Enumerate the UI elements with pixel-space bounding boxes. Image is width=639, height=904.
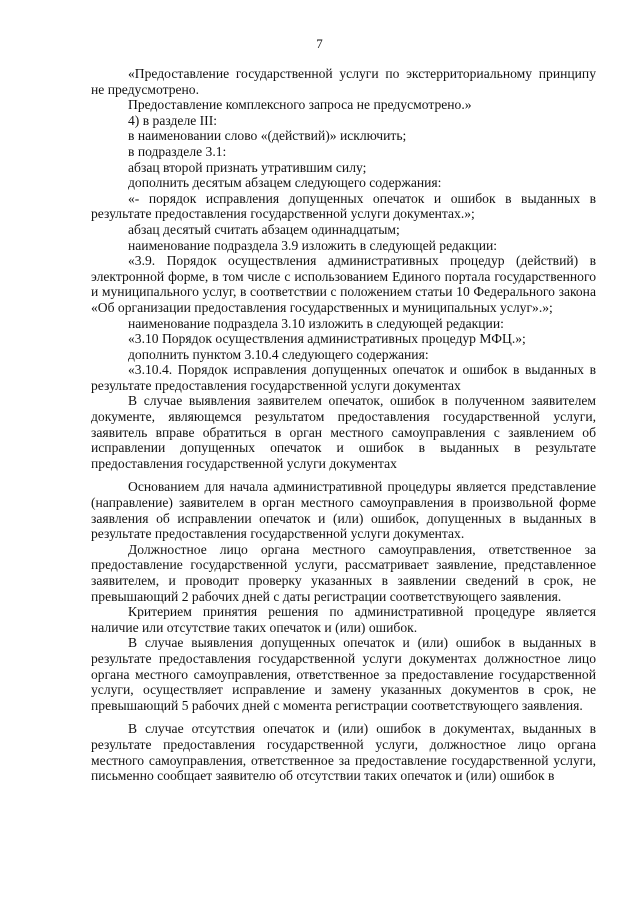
paragraph-exterritorial: «Предоставление государственной услуги по экстерриториальному принципу не предусмотрено.: [91, 66, 596, 97]
paragraph-subsection-3-9-title: наименование подраздела 3.9 изложить в следующей редакции:: [128, 237, 498, 253]
paragraph-3-10-text: «3.10 Порядок осуществления административных процедур МФЦ.»;: [128, 331, 526, 347]
page-number: 7: [316, 36, 323, 51]
paragraph-title-change: в наименовании слово «(действий)» исключить;: [128, 128, 407, 144]
paragraph-error-order: «- порядок исправления допущенных опечаток и ошибок в выданных в результате предоставления государственной услуги документах.»;: [91, 190, 596, 222]
paragraph-subsection-3-1: в подразделе 3.1:: [128, 143, 227, 159]
paragraph-applicant-errors: В случае выявления заявителем опечаток, ошибок в полученном заявителем документе, являющемся результатом предоставления государственной услуги, заявитель вправе обратиться в орган местного самоуправления с заявлением об исправлении допущенных опечаток и ошибок в выданных в результате предоставления государственной услуги документах: [91, 393, 596, 471]
paragraph-add-3-10-4: дополнить пунктом 3.10.4 следующего содержания:: [128, 346, 429, 362]
paragraph-basis: Основанием для начала административной процедуры является представление (направление) заявителем в орган местного самоуправления в произвольной форме заявления об исправлении опечаток и (или) ошибок, допущенных в выданных в результате предоставления государственной услуги документах.: [91, 479, 596, 542]
paragraph-correction: В случае выявления допущенных опечаток и (или) ошибок в выданных в результате предоставления государственной услуги документах должностное лицо органа местного самоуправления, ответственное за предоставление государственной услуги, осуществляет исправление и замену указанных документов в срок, не превышающий 5 рабочих дней с момента регистрации соответствующего заявления.: [91, 635, 596, 713]
paragraph-no-errors: В случае отсутствия опечаток и (или) ошибок в документах, выданных в результате предоставления государственной услуги, должностное лицо органа местного самоуправления, ответственное за предоставление государственной услуги, письменно сообщает заявителю об отсутствии таких опечаток и (или) ошибок в: [91, 721, 596, 784]
paragraph-official-review: Должностное лицо органа местного самоуправления, ответственное за предоставление государственной услуги, рассматривает заявление, представленное заявителем, и проводит проверку указанных в заявлении сведений в срок, не превышающий 2 рабочих дней с даты регистрации соответствующего заявления.: [91, 541, 596, 604]
paragraph-3-9-text: «3.9. Порядок осуществления административных процедур (действий) в электронной форме, в том числе с использованием Единого портала государственного и муниципального услуг, в соответствии с положением статьи 10 Федерального закона «Об организации предоставления государственных и муниципальных услуг».»;: [91, 253, 596, 315]
paragraph-complex-request: Предоставление комплексного запроса не предусмотрено.»: [128, 97, 472, 113]
paragraph-add-tenth: дополнить десятым абзацем следующего содержания:: [128, 175, 442, 191]
paragraph-second-abzac: абзац второй признать утратившим силу;: [128, 159, 367, 175]
paragraph-3-10-4-title: «3.10.4. Порядок исправления допущенных опечаток и ошибок в выданных в результате предоставления государственной услуги документах: [91, 362, 596, 393]
paragraph-criterion: Критерием принятия решения по административной процедуре является наличие или отсутствие таких опечаток и (или) ошибок.: [91, 604, 596, 635]
paragraph-tenth-eleventh: абзац десятый считать абзацем одиннадцатым;: [128, 221, 400, 237]
paragraph-section-iii: 4) в разделе III:: [128, 112, 218, 128]
paragraph-subsection-3-10-title: наименование подраздела 3.10 изложить в следующей редакции:: [128, 315, 504, 331]
document-body: [91, 66, 596, 784]
